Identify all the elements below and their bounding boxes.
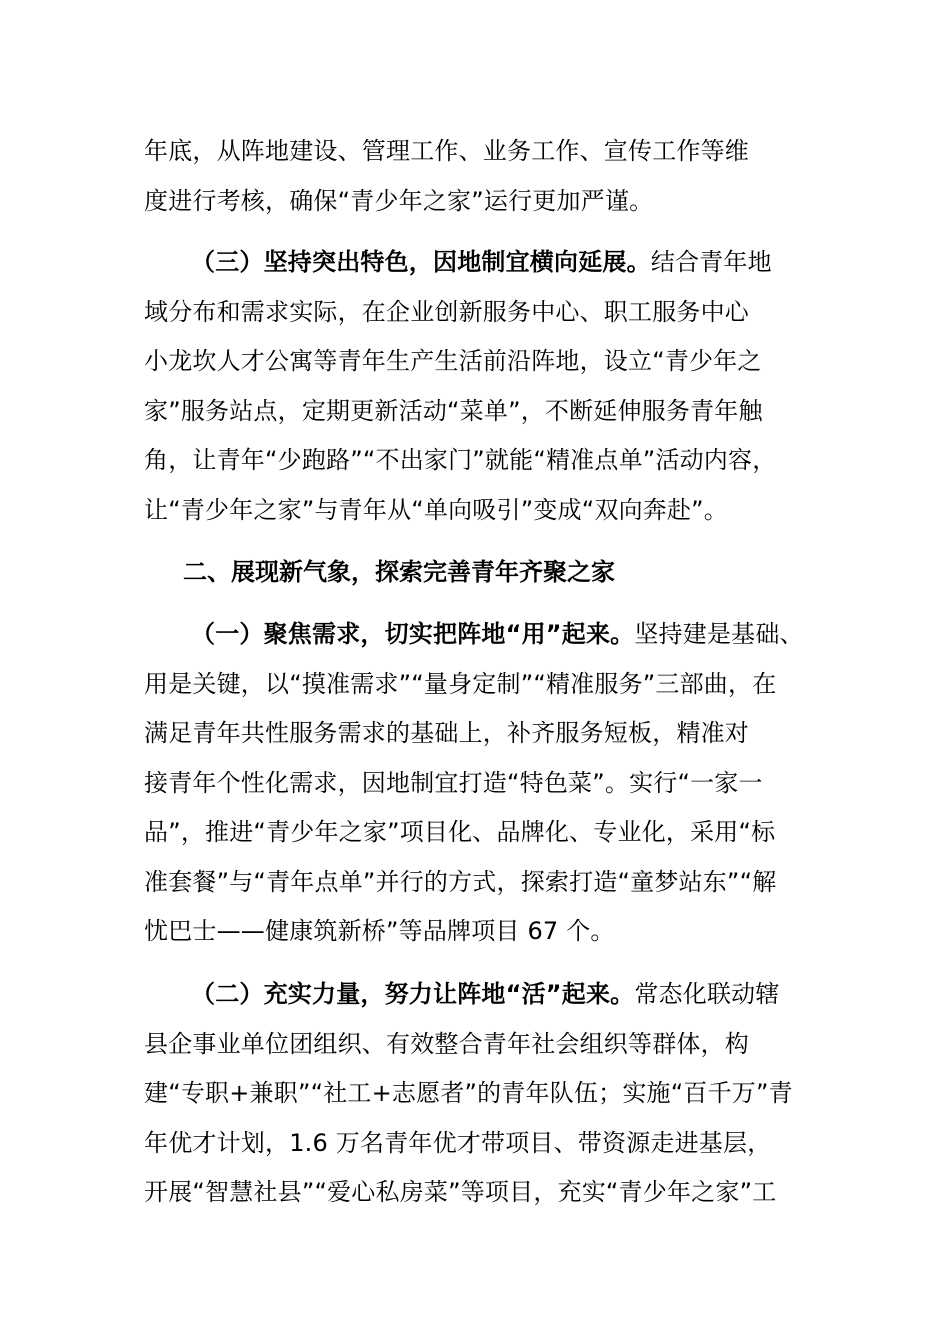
text-line: 用是关键，以“摸准需求”“量身定制”“精准服务”三部曲，在 bbox=[144, 669, 777, 698]
paragraph-continuation bbox=[144, 127, 844, 226]
paragraph-section-two bbox=[144, 970, 844, 1218]
text-line: 度进行考核，确保“青少年之家”运行更加严谨。 bbox=[144, 186, 654, 215]
text-line: 县企事业单位团组织、有效整合青年社会组织等群体，构 bbox=[144, 1029, 749, 1058]
text-line bbox=[144, 970, 844, 1020]
paragraph-lead: （一）聚焦需求，切实把阵地“用”起来。 bbox=[191, 620, 635, 648]
text-line: 忧巴士——健康筑新桥”等品牌项目 67 个。 bbox=[144, 917, 615, 945]
paragraph-lead: （三）坚持突出特色，因地制宜横向延展。 bbox=[191, 248, 651, 276]
text-line bbox=[144, 610, 844, 660]
text-line: 准套餐”与“青年点单”并行的方式，探索打造“童梦站东”“解 bbox=[144, 867, 777, 896]
text-line: 年底，从阵地建设、管理工作、业务工作、宣传工作等维 bbox=[144, 137, 749, 165]
text-line: 年优才计划，1.6 万名青年优才带项目、带资源走进基层， bbox=[144, 1128, 772, 1157]
text-line: 让“青少年之家”与青年从“单向吸引”变成“双向奔赴”。 bbox=[144, 495, 728, 524]
section-heading: 二、展现新气象，探索完善青年齐聚之家 bbox=[183, 558, 615, 586]
text-line: 域分布和需求实际，在企业创新服务中心、职工服务中心 bbox=[144, 297, 749, 326]
text-line: 满足青年共性服务需求的基础上，补齐服务短板，精准对 bbox=[144, 719, 749, 747]
text-line bbox=[144, 238, 844, 288]
text-line: 品”，推进“青少年之家”项目化、品牌化、专业化，采用“标 bbox=[144, 818, 776, 846]
text-line: 接青年个性化需求，因地制宜打造“特色菜”。实行“一家一 bbox=[144, 768, 763, 797]
text-line: 开展“智慧社县”“爱心私房菜”等项目，充实“青少年之家”工 bbox=[144, 1178, 777, 1206]
text-line: 建“专职+兼职”“社工+志愿者”的青年队伍；实施“百千万”青 bbox=[144, 1079, 793, 1107]
text-line: 家”服务站点，定期更新活动“菜单”，不断延伸服务青年触 bbox=[144, 396, 763, 425]
paragraph-lead-rest: 结合青年地 bbox=[650, 248, 772, 276]
paragraph-lead-rest: 常态化联动辖 bbox=[634, 980, 780, 1008]
text-line: 小龙坎人才公寓等青年生产生活前沿阵地，设立“青少年之 bbox=[144, 347, 762, 375]
paragraph-lead-rest: 坚持建是基础、 bbox=[634, 620, 804, 648]
text-line: 角，让青年“少跑路”“不出家门”就能“精准点单”活动内容， bbox=[144, 446, 777, 474]
paragraph-lead: （二）充实力量，努力让阵地“活”起来。 bbox=[191, 980, 635, 1008]
paragraph-section-three bbox=[144, 238, 844, 535]
paragraph-section-one bbox=[144, 610, 844, 957]
